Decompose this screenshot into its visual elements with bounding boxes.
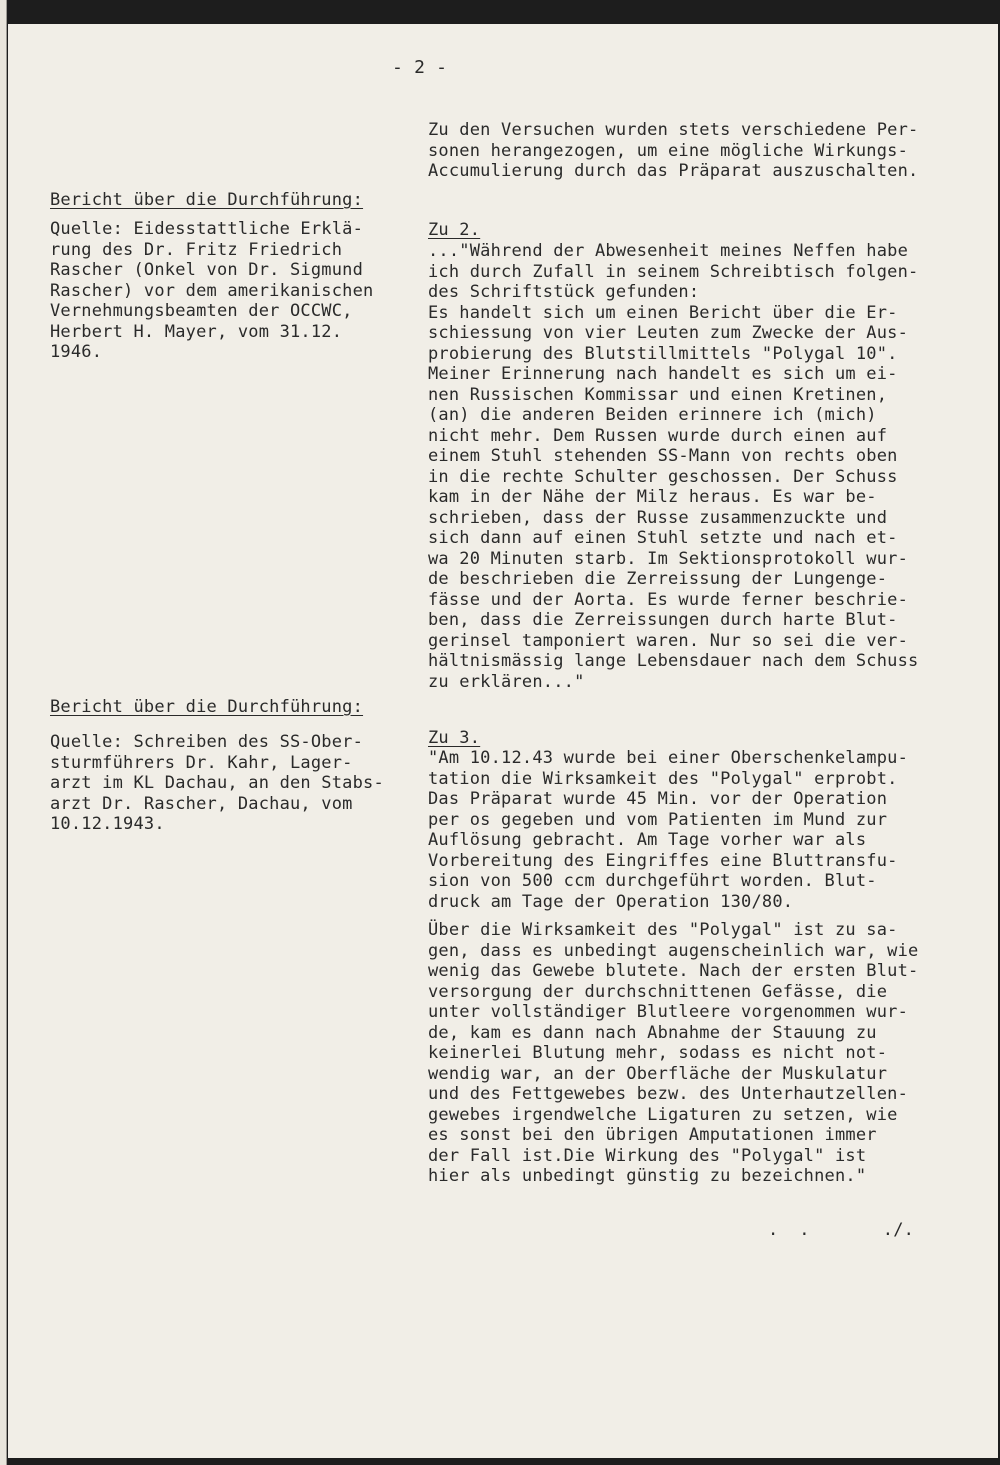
section1-source: Quelle: Eidesstattliche Erklä- rung des Dr. Fritz Friedrich Rascher (Onkel von Dr. Sigmund Rascher) vor dem amerikanischen Vernehmungsbeamten der OCCWC, Herbert H. Mayer, vom 31.12. 1946. [50, 219, 374, 362]
zu2-body: ..."Während der Abwesenheit meines Neffen habe ich durch Zufall in seinem Schreibtisch folgen- des Schriftstück gefunden: Es handelt sich um einen Bericht über die Er- schiessung von vier Leuten zum Zwecke der Aus- probierung des Blutstillmittels "Polygal 10". Meiner Erinnerung nach handelt es sich um ei- nen Russischen Kommissar und einen Kretinen, (an) die anderen Beiden erinnere ich (mich) nicht mehr. Dem Russen wurde durch einen auf einem Stuhl stehenden SS-Mann von rechts oben in die rechte Schulter geschossen. Der Schuss kam in der Nähe der Milz heraus. Es war be- schrieben, dass der Russe zusammenzuckte und sich dann auf einen Stuhl setzte und nach et- wa 20 Minuten starb. Im Sektionsprotokoll wur- de beschrieben die Zerreissung der Lungenge- fässe und der Aorta. Es wurde ferner beschrie- ben, dass die Zerreissungen durch harte Blut- gerinsel tamponiert waren. Nur so sei die ver- hältnismässig lange Lebensdauer nach dem Schuss zu erklären..." [428, 241, 919, 692]
page-number: - 2 - [392, 57, 448, 78]
section2-heading: Bericht über die Durchführung: [50, 697, 364, 717]
continuation-mark: . . ./. [768, 1220, 915, 1240]
intro-paragraph: Zu den Versuchen wurden stets verschiedene Per- sonen herangezogen, um eine mögliche Wirkungs- Accumulierung durch das Präparat auszuschalten. [428, 120, 919, 181]
zu3-body: "Am 10.12.43 wurde bei einer Oberschenkelampu- tation die Wirksamkeit des "Polygal" erprobt. Das Präparat wurde 45 Min. vor der Operation per os gegeben und vom Patienten im Mund zur Auflösung gebracht. Am Tage vorher war als Vorbereitung des Eingriffes eine Bluttransfu- sion von 500 ccm durchgeführt worden. Blut- druck am Tage der Operation 130/80. [428, 748, 909, 912]
section1-heading: Bericht über die Durchführung: [50, 190, 364, 210]
zu2-heading: Zu 2. [428, 220, 481, 240]
binding-edge [0, 0, 7, 1465]
zu3-heading: Zu 3. [428, 728, 481, 748]
zu3-body-continued: Über die Wirksamkeit des "Polygal" ist zu sa- gen, dass es unbedingt augenscheinlich war, wie wenig das Gewebe blutete. Nach der ersten Blut- versorgung der durchschnittenen Gefässe, die unter vollständiger Blutleere vorgenommen wur- de, kam es dann nach Abnahme der Stauung zu keinerlei Blutung mehr, sodass es nicht not- wendig war, an der Oberfläche der Muskulatur und des Fettgewebes bezw. des Unterhautzellen- gewebes irgendwelche Ligaturen zu setzen, wie es sonst bei den übrigen Amputationen immer der Fall ist.Die Wirkung des "Polygal" ist hier als unbedingt günstig zu bezeichnen." [428, 920, 919, 1186]
section2-source: Quelle: Schreiben des SS-Ober- sturmführers Dr. Kahr, Lager- arzt im KL Dachau, an den Stabs- arzt Dr. Rascher, Dachau, vom 10.12.1943. [50, 732, 384, 834]
